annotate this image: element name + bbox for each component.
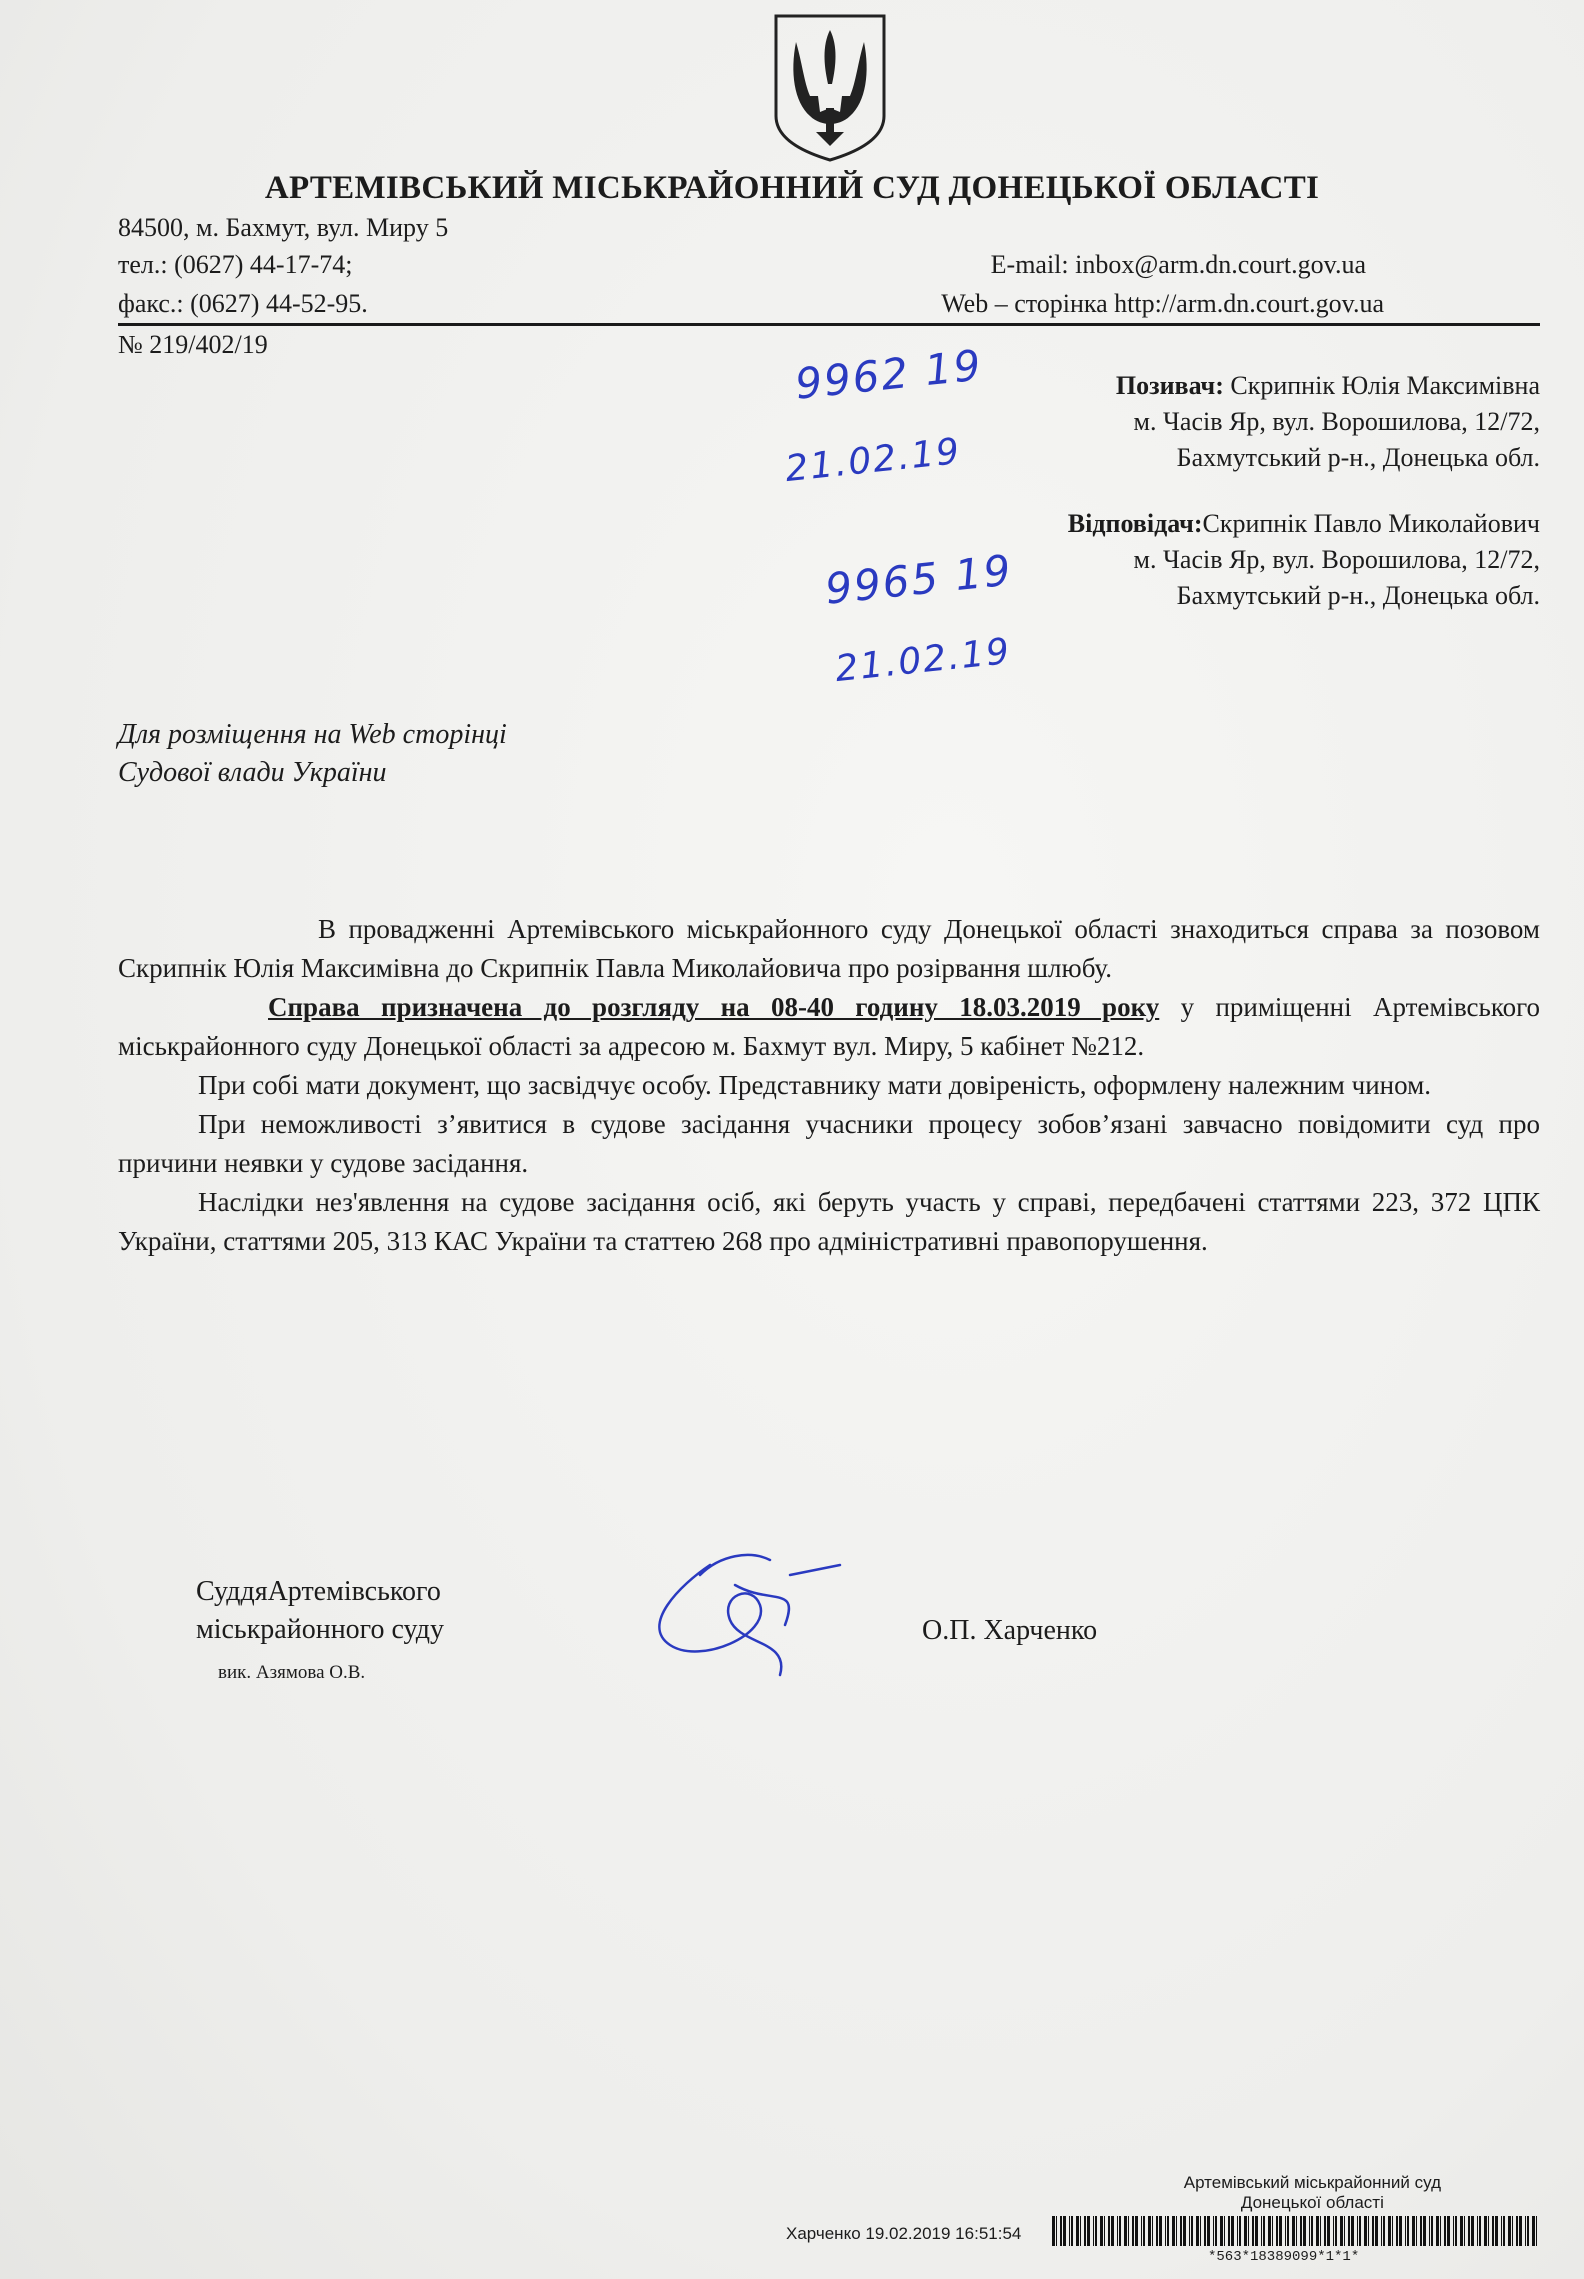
barcode-bar (1324, 2216, 1326, 2246)
barcode-bar (1440, 2216, 1441, 2246)
barcode-bar (1244, 2216, 1247, 2246)
plaintiff-address-1: м. Часів Яр, вул. Ворошилова, 12/72, (1133, 407, 1540, 436)
barcode-bar (1124, 2216, 1127, 2246)
barcode-bar (1431, 2216, 1433, 2246)
barcode-bar (1327, 2216, 1330, 2246)
barcode-bar (1060, 2216, 1062, 2246)
barcode-bar (1191, 2216, 1193, 2246)
barcode-bar (1436, 2216, 1439, 2246)
body-text (118, 910, 1540, 1261)
barcode-bar (1087, 2216, 1090, 2246)
barcode-bar (1512, 2216, 1513, 2246)
barcode-bar (1455, 2216, 1457, 2246)
barcode-bar (1460, 2216, 1463, 2246)
court-email: E-mail: inbox@arm.dn.court.gov.ua (990, 250, 1366, 279)
barcode-bar (1228, 2216, 1230, 2246)
barcode-bar (1525, 2216, 1526, 2246)
barcode-bar (1532, 2216, 1535, 2246)
barcode-bar (1407, 2216, 1409, 2246)
barcode-bar (1093, 2216, 1094, 2246)
barcode-bar (1340, 2216, 1343, 2246)
barcode-bar (1052, 2216, 1055, 2246)
barcode-bar (1471, 2216, 1474, 2246)
barcode-bar (1516, 2216, 1518, 2246)
barcode-bar (1348, 2216, 1350, 2246)
coat-of-arms-icon (770, 12, 890, 164)
document-number: № 219/402/19 (118, 330, 268, 359)
placement-note-line-2: Судової влади України (118, 757, 387, 788)
barcode-bar (1108, 2216, 1110, 2246)
barcode-bar (1056, 2216, 1057, 2246)
barcode-bar (1405, 2216, 1406, 2246)
barcode-bar (1423, 2216, 1426, 2246)
defendant-address-2: Бахмутський р-н., Донецька обл. (1176, 581, 1540, 610)
barcode-bar (1381, 2216, 1382, 2246)
barcode-bar (1200, 2216, 1201, 2246)
barcode-bar (1416, 2216, 1417, 2246)
signature-position (196, 1573, 444, 1649)
barcode-bar (1167, 2216, 1169, 2246)
plaintiff-block (1116, 368, 1540, 476)
barcode-bar (1444, 2216, 1446, 2246)
judge-name: О.П. Харченко (922, 1615, 1098, 1646)
barcode-bar (1477, 2216, 1478, 2246)
barcode-bar (1095, 2216, 1097, 2246)
signature-line-2: міськрайонного суду (196, 1614, 445, 1645)
barcode-bar (1111, 2216, 1114, 2246)
barcode-bar (1364, 2216, 1367, 2246)
barcode-bar (1333, 2216, 1334, 2246)
barcode-bar (1080, 2216, 1081, 2246)
barcode-bar (1527, 2216, 1529, 2246)
stamp-court-line-1: Артемівський міськрайонний суд (1183, 2173, 1441, 2192)
barcode-bar (1503, 2216, 1505, 2246)
barcode-bar (1207, 2216, 1210, 2246)
barcode-bar (1063, 2216, 1066, 2246)
barcode-bar (1276, 2216, 1278, 2246)
barcode-bar (1285, 2216, 1286, 2246)
barcode-bar (1429, 2216, 1430, 2246)
barcode-bar (1399, 2216, 1402, 2246)
barcode-bar (1176, 2216, 1177, 2246)
barcode-bar (1351, 2216, 1354, 2246)
barcode-bar (1239, 2216, 1241, 2246)
barcode-bar (1396, 2216, 1398, 2246)
plaintiff-address-2: Бахмутський р-н., Донецька обл. (1176, 443, 1540, 472)
stamp-court-line-2: Донецької області (1240, 2193, 1384, 2212)
barcode-bar (1303, 2216, 1306, 2246)
barcode-bar (1152, 2216, 1153, 2246)
paragraph-case: В провадженні Артемівського міськрайонного суду Донецької області знаходиться справа за позовом Скрипнік Юлія Максимівна до Скрипнік Павла Миколайовича про розірвання шлюбу. (118, 914, 1540, 983)
barcode-bar (1141, 2216, 1142, 2246)
hearing-location-text: у приміщенні Артемівського міськрайонного суду Донецької області за адресою м. Бахмут вул. Миру, 5 кабінет №212. (118, 992, 1540, 1061)
defendant-block (1068, 506, 1540, 614)
barcode-bar (1287, 2216, 1289, 2246)
barcode-bar (1261, 2216, 1262, 2246)
barcode-bar (1311, 2216, 1313, 2246)
barcode-bar (1128, 2216, 1129, 2246)
barcode-bar (1084, 2216, 1086, 2246)
barcode-bar (1183, 2216, 1186, 2246)
barcode-bar (1501, 2216, 1502, 2246)
paragraph-hearing (118, 988, 1540, 1066)
stamp-timestamp: Харченко 19.02.2019 16:51:54 (786, 2224, 1022, 2243)
barcode-bar (1420, 2216, 1422, 2246)
barcode-bar (1100, 2216, 1103, 2246)
handwritten-date-2: 21.02.19 (833, 630, 1013, 691)
barcode-bar (1255, 2216, 1258, 2246)
barcode-bar (1368, 2216, 1369, 2246)
barcode-bar (1508, 2216, 1511, 2246)
barcode-bar (1383, 2216, 1385, 2246)
acting-signatory: вик. Азямова О.В. (218, 1662, 366, 1683)
paragraph-consequences: Наслідки нез'явлення на судове засідання осіб, які беруть участь у справі, передбачені статтями 223, 372 ЦПК України, статтями 205, 313 КАС України та статтею 268 про адміністративні правопорушення. (118, 1187, 1540, 1256)
barcode-bar (1076, 2216, 1079, 2246)
barcode-bar (1316, 2216, 1319, 2246)
barcode (1052, 2216, 1542, 2248)
barcode-bar (1412, 2216, 1415, 2246)
signature-line-1: СуддяАртемівського (196, 1576, 441, 1607)
stamp-court (1184, 2173, 1441, 2213)
barcode-bar (1215, 2216, 1217, 2246)
barcode-bar (1224, 2216, 1225, 2246)
defendant-name: Скрипнік Павло Миколайович (1202, 509, 1540, 538)
barcode-bar (1320, 2216, 1321, 2246)
barcode-bar (1248, 2216, 1249, 2246)
court-title: АРТЕМІВСЬКИЙ МІСЬКРАЙОННИЙ СУД ДОНЕЦЬКОЇ ОБЛАСТІ (264, 170, 1320, 206)
barcode-bar (1069, 2216, 1070, 2246)
barcode-bar (1447, 2216, 1450, 2246)
barcode-bar (1359, 2216, 1361, 2246)
barcode-bar (1189, 2216, 1190, 2246)
barcode-bar (1117, 2216, 1118, 2246)
paragraph-absence: При неможливості з’явитися в судове засідання учасники процесу зобов’язані завчасно повідомити суд про причини неявки у судове засідання. (118, 1109, 1540, 1178)
barcode-bar (1375, 2216, 1378, 2246)
barcode-bar (1263, 2216, 1265, 2246)
handwritten-note-1: 9962 19 (792, 340, 985, 409)
barcode-bar (1119, 2216, 1121, 2246)
barcode-bar (1453, 2216, 1454, 2246)
barcode-bar (1213, 2216, 1214, 2246)
court-fax: факс.: (0627) 44-52-95. (118, 289, 368, 318)
plaintiff-label: Позивач: (1115, 371, 1224, 400)
defendant-label: Відповідач: (1067, 509, 1203, 538)
plaintiff-name: Скрипнік Юлія Максимівна (1223, 371, 1540, 400)
defendant-address-1: м. Часів Яр, вул. Ворошилова, 12/72, (1133, 545, 1540, 574)
barcode-bar (1156, 2216, 1158, 2246)
barcode-bar (1272, 2216, 1273, 2246)
court-phone: тел.: (0627) 44-17-74; (118, 250, 353, 279)
barcode-bar (1268, 2216, 1271, 2246)
barcode-bar (1492, 2216, 1494, 2246)
barcode-bar (1172, 2216, 1175, 2246)
barcode-bar (1296, 2216, 1297, 2246)
barcode-bar (1135, 2216, 1138, 2246)
hearing-date-text: Справа призначена до розгляду на 08-40 годину 18.03.2019 року (268, 992, 1160, 1022)
court-address: 84500, м. Бахмут, вул. Миру 5 (118, 213, 449, 242)
barcode-bar (1536, 2216, 1537, 2246)
barcode-bar (1357, 2216, 1358, 2246)
barcode-bar (1464, 2216, 1465, 2246)
barcode-bar (1204, 2216, 1206, 2246)
barcode-bar (1488, 2216, 1489, 2246)
barcode-bar (1335, 2216, 1337, 2246)
barcode-bar (1180, 2216, 1182, 2246)
barcode-bar (1344, 2216, 1345, 2246)
barcode-text: *563*18389099*1*1* (1208, 2249, 1360, 2265)
barcode-bar (1143, 2216, 1145, 2246)
barcode-bar (1148, 2216, 1151, 2246)
barcode-bar (1519, 2216, 1522, 2246)
barcode-bar (1309, 2216, 1310, 2246)
barcode-bar (1252, 2216, 1254, 2246)
barcode-bar (1196, 2216, 1199, 2246)
barcode-bar (1388, 2216, 1391, 2246)
handwritten-signature (640, 1545, 900, 1695)
barcode-bar (1495, 2216, 1498, 2246)
barcode-bar (1468, 2216, 1470, 2246)
barcode-bar (1231, 2216, 1234, 2246)
barcode-bar (1237, 2216, 1238, 2246)
barcode-bar (1104, 2216, 1105, 2246)
barcode-bar (1392, 2216, 1393, 2246)
header-rule (118, 323, 1540, 326)
barcode-bar (1372, 2216, 1374, 2246)
placement-note-line-1: Для розміщення на Web сторінці (118, 719, 507, 750)
barcode-bar (1159, 2216, 1162, 2246)
barcode-bar (1484, 2216, 1487, 2246)
barcode-bar (1279, 2216, 1282, 2246)
barcode-bar (1071, 2216, 1073, 2246)
barcode-bar (1132, 2216, 1134, 2246)
handwritten-date-1: 21.02.19 (783, 430, 963, 491)
barcode-bar (1165, 2216, 1166, 2246)
barcode-bar (1479, 2216, 1481, 2246)
barcode-bar (1300, 2216, 1302, 2246)
barcode-bar (1220, 2216, 1223, 2246)
court-web: Web – сторінка http://arm.dn.court.gov.ua (941, 289, 1384, 318)
placement-note (118, 716, 507, 792)
handwritten-note-2: 9965 19 (822, 545, 1015, 614)
barcode-bar (1292, 2216, 1295, 2246)
paragraph-documents: При собі мати документ, що засвідчує особу. Представнику мати довіреність, оформлену належним чином. (198, 1070, 1431, 1100)
